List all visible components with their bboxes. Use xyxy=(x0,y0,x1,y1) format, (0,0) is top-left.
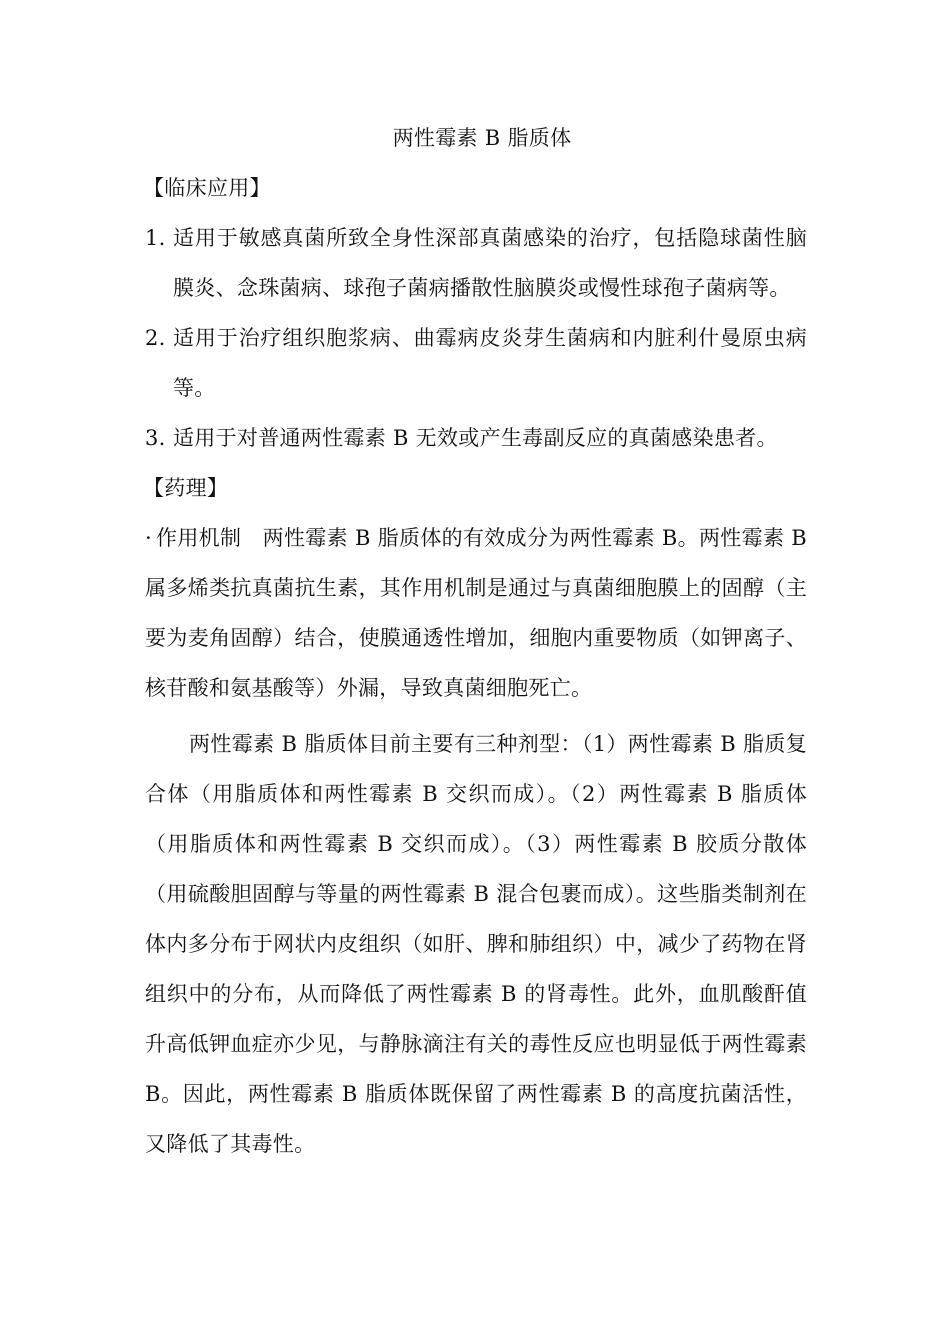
mechanism-text: 两性霉素 B 脂质体的有效成分为两性霉素 B。两性霉素 B 属多烯类抗真菌抗生素，其作用机制是通过与真菌细胞膜上的固醇（主要为麦角固醇）结合，使膜通透性增加，细胞内重要物质（如钾离子、核苷酸和氨基酸等）外漏，导致真菌细胞死亡。 xyxy=(145,526,807,700)
section-heading-clinical: 【临床应用】 xyxy=(143,176,271,200)
list-item-number: 3. xyxy=(145,426,166,450)
section-heading-pharmacology: 【药理】 xyxy=(143,476,229,500)
mechanism-paragraph xyxy=(145,513,807,713)
document-title: 两性霉素 B 脂质体 xyxy=(392,126,572,150)
list-item-text: 适用于治疗组织胞浆病、曲霉病皮炎芽生菌病和内脏利什曼原虫病等。 xyxy=(173,326,807,400)
document-body xyxy=(145,113,807,1169)
list-item-number: 2. xyxy=(145,326,166,350)
list-item xyxy=(145,213,807,313)
mechanism-label: 作用机制 xyxy=(155,526,242,550)
formulations-paragraph: 两性霉素 B 脂质体目前主要有三种剂型：（1）两性霉素 B 脂质复合体（用脂质体和两性霉素 B 交织而成）。（2）两性霉素 B 脂质体（用脂质体和两性霉素 B 交织而成）。（3）两性霉素 B 胶质分散体（用硫酸胆固醇与等量的两性霉素 B 混合包裹而成）。这些脂类制剂在体内多分布于网状内皮组织（如肝、脾和肺组织）中，减少了药物在肾组织中的分布，从而降低了两性霉素 B 的肾毒性。此外，血肌酸酐值升高低钾血症亦少见，与静脉滴注有关的毒性反应也明显低于两性霉素 B。因此，两性霉素 B 脂质体既保留了两性霉素 B 的高度抗菌活性，又降低了其毒性。 xyxy=(145,732,807,1156)
list-item-text: 适用于敏感真菌所致全身性深部真菌感染的治疗，包括隐球菌性脑膜炎、念珠菌病、球孢子菌病播散性脑膜炎或慢性球孢子菌病等。 xyxy=(173,226,807,300)
list-item-number: 1. xyxy=(145,226,166,250)
list-item-text: 适用于对普通两性霉素 B 无效或产生毒副反应的真菌感染患者。 xyxy=(173,426,778,450)
bullet-glyph: · xyxy=(145,526,152,550)
list-item xyxy=(145,313,807,413)
list-item xyxy=(145,413,807,463)
